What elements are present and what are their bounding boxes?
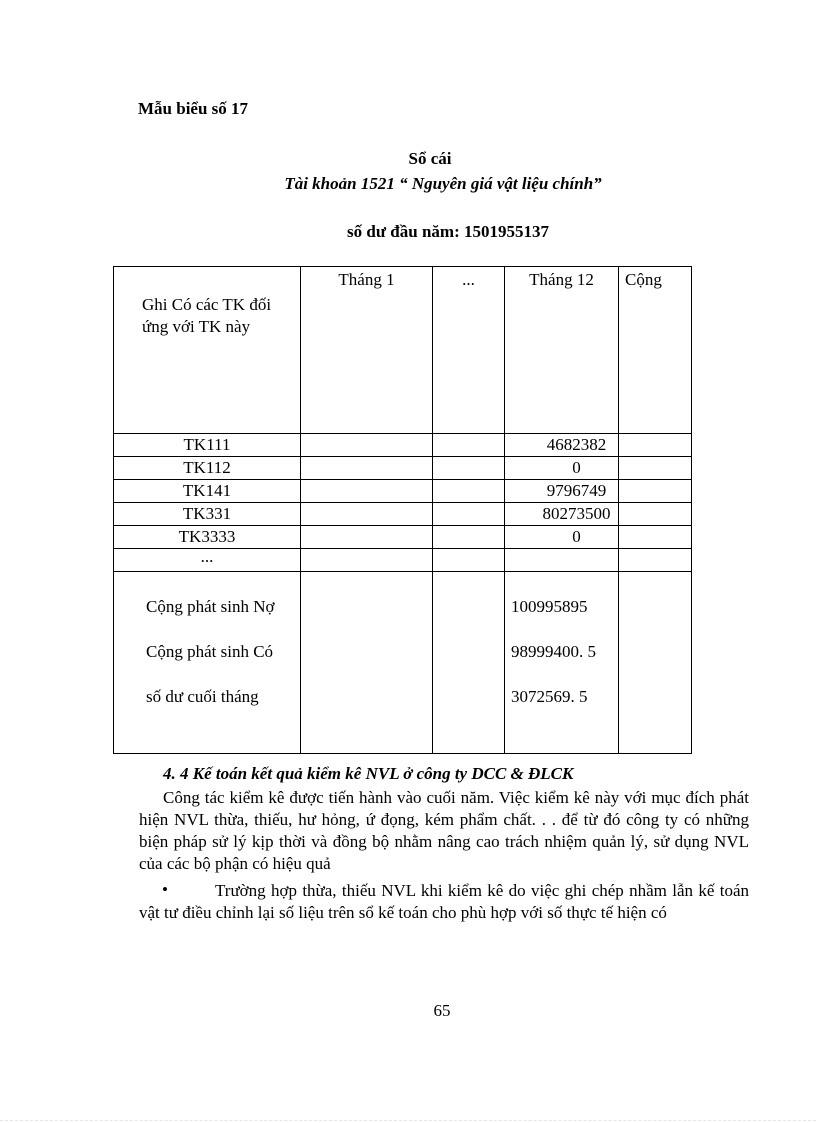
summary-value-ending: 3072569. 5: [511, 687, 588, 706]
table-row: [114, 503, 692, 526]
col-month1: Tháng 1: [301, 267, 433, 434]
table-header-row: [114, 267, 692, 434]
ellipsis-cell: [433, 549, 505, 572]
summary-labels-cell: [114, 572, 301, 754]
paragraph-1: Công tác kiểm kê được tiến hành vào cuối năm. Việc kiểm kê này với mục đích phát hiện NVL thừa, thiếu, hư hỏng, ứ đọng, kém phẩm chất. . . để từ đó công ty có những biện pháp sử lý kịp thời và đồng bộ nhằm nâng cao trách nhiệm quản lý, sử dụng NVL của các bộ phận có hiệu quả: [139, 788, 749, 873]
total-cell: [619, 434, 692, 457]
ellipsis-cell: [433, 480, 505, 503]
col-total: Cộng: [619, 267, 692, 434]
total-cell: [619, 480, 692, 503]
month1-cell: [301, 526, 433, 549]
month12-cell: 0: [505, 526, 619, 549]
header-desc-line1: Ghi Có các TK đối: [142, 295, 272, 314]
summary-value-credit: 98999400. 5: [511, 642, 596, 661]
ellipsis-cell: [433, 572, 505, 754]
section-heading: 4. 4 Kế toán kết quả kiểm kê NVL ở công ty DCC & ĐLCK: [163, 764, 574, 783]
table-row: [114, 434, 692, 457]
page-edge-divider: [0, 1120, 816, 1121]
month1-cell: [301, 572, 433, 754]
col-ellipsis: ...: [433, 267, 505, 434]
account-cell: TK111: [114, 434, 301, 457]
more-rows-cell: ...: [114, 549, 301, 572]
ellipsis-cell: [433, 526, 505, 549]
header-desc-cell: [114, 267, 301, 434]
month12-cell: [505, 549, 619, 572]
total-cell: [619, 549, 692, 572]
account-cell: TK112: [114, 457, 301, 480]
month12-cell: 4682382: [505, 434, 619, 457]
bullet-paragraph-1: Trường hợp thừa, thiếu NVL khi kiểm kê do việc ghi chép nhầm lẫn kế toán vật tư điều chỉnh lại số liệu trên sổ kế toán cho phù hợp với số thực tế hiện có: [139, 881, 749, 922]
month1-cell: [301, 480, 433, 503]
summary-label-debit: Cộng phát sinh Nợ: [146, 597, 275, 616]
account-cell: TK141: [114, 480, 301, 503]
ellipsis-cell: [433, 503, 505, 526]
col-month12: Tháng 12: [505, 267, 619, 434]
summary-label-ending: số dư cuối tháng: [146, 687, 259, 706]
page-number: 65: [433, 1001, 451, 1020]
summary-label-credit: Cộng phát sinh Có: [146, 642, 274, 661]
table-row: [114, 549, 692, 572]
month12-cell: 80273500: [505, 503, 619, 526]
ellipsis-cell: [433, 457, 505, 480]
month1-cell: [301, 503, 433, 526]
header-desc-line2: ứng với TK này: [142, 317, 251, 336]
total-cell: [619, 503, 692, 526]
account-cell: TK3333: [114, 526, 301, 549]
month1-cell: [301, 549, 433, 572]
form-label: Mẫu biểu số 17: [138, 99, 249, 118]
table-row: [114, 480, 692, 503]
summary-row: [114, 572, 692, 754]
month1-cell: [301, 434, 433, 457]
table-row: [114, 457, 692, 480]
ellipsis-cell: [433, 434, 505, 457]
total-cell: [619, 457, 692, 480]
ledger-title: Sổ cái: [408, 149, 452, 168]
month12-cell: 0: [505, 457, 619, 480]
month12-cell: 9796749: [505, 480, 619, 503]
ledger-table: [113, 266, 692, 754]
month1-cell: [301, 457, 433, 480]
summary-value-debit: 100995895: [511, 597, 588, 616]
summary-values-cell: [505, 572, 619, 754]
account-title: Tài khoản 1521 “ Nguyên giá vật liệu chính”: [284, 174, 602, 193]
opening-balance: số dư đầu năm: 1501955137: [347, 222, 549, 241]
account-cell: TK331: [114, 503, 301, 526]
total-cell: [619, 572, 692, 754]
table-row: [114, 526, 692, 549]
bullet-symbol: •: [162, 880, 168, 899]
total-cell: [619, 526, 692, 549]
